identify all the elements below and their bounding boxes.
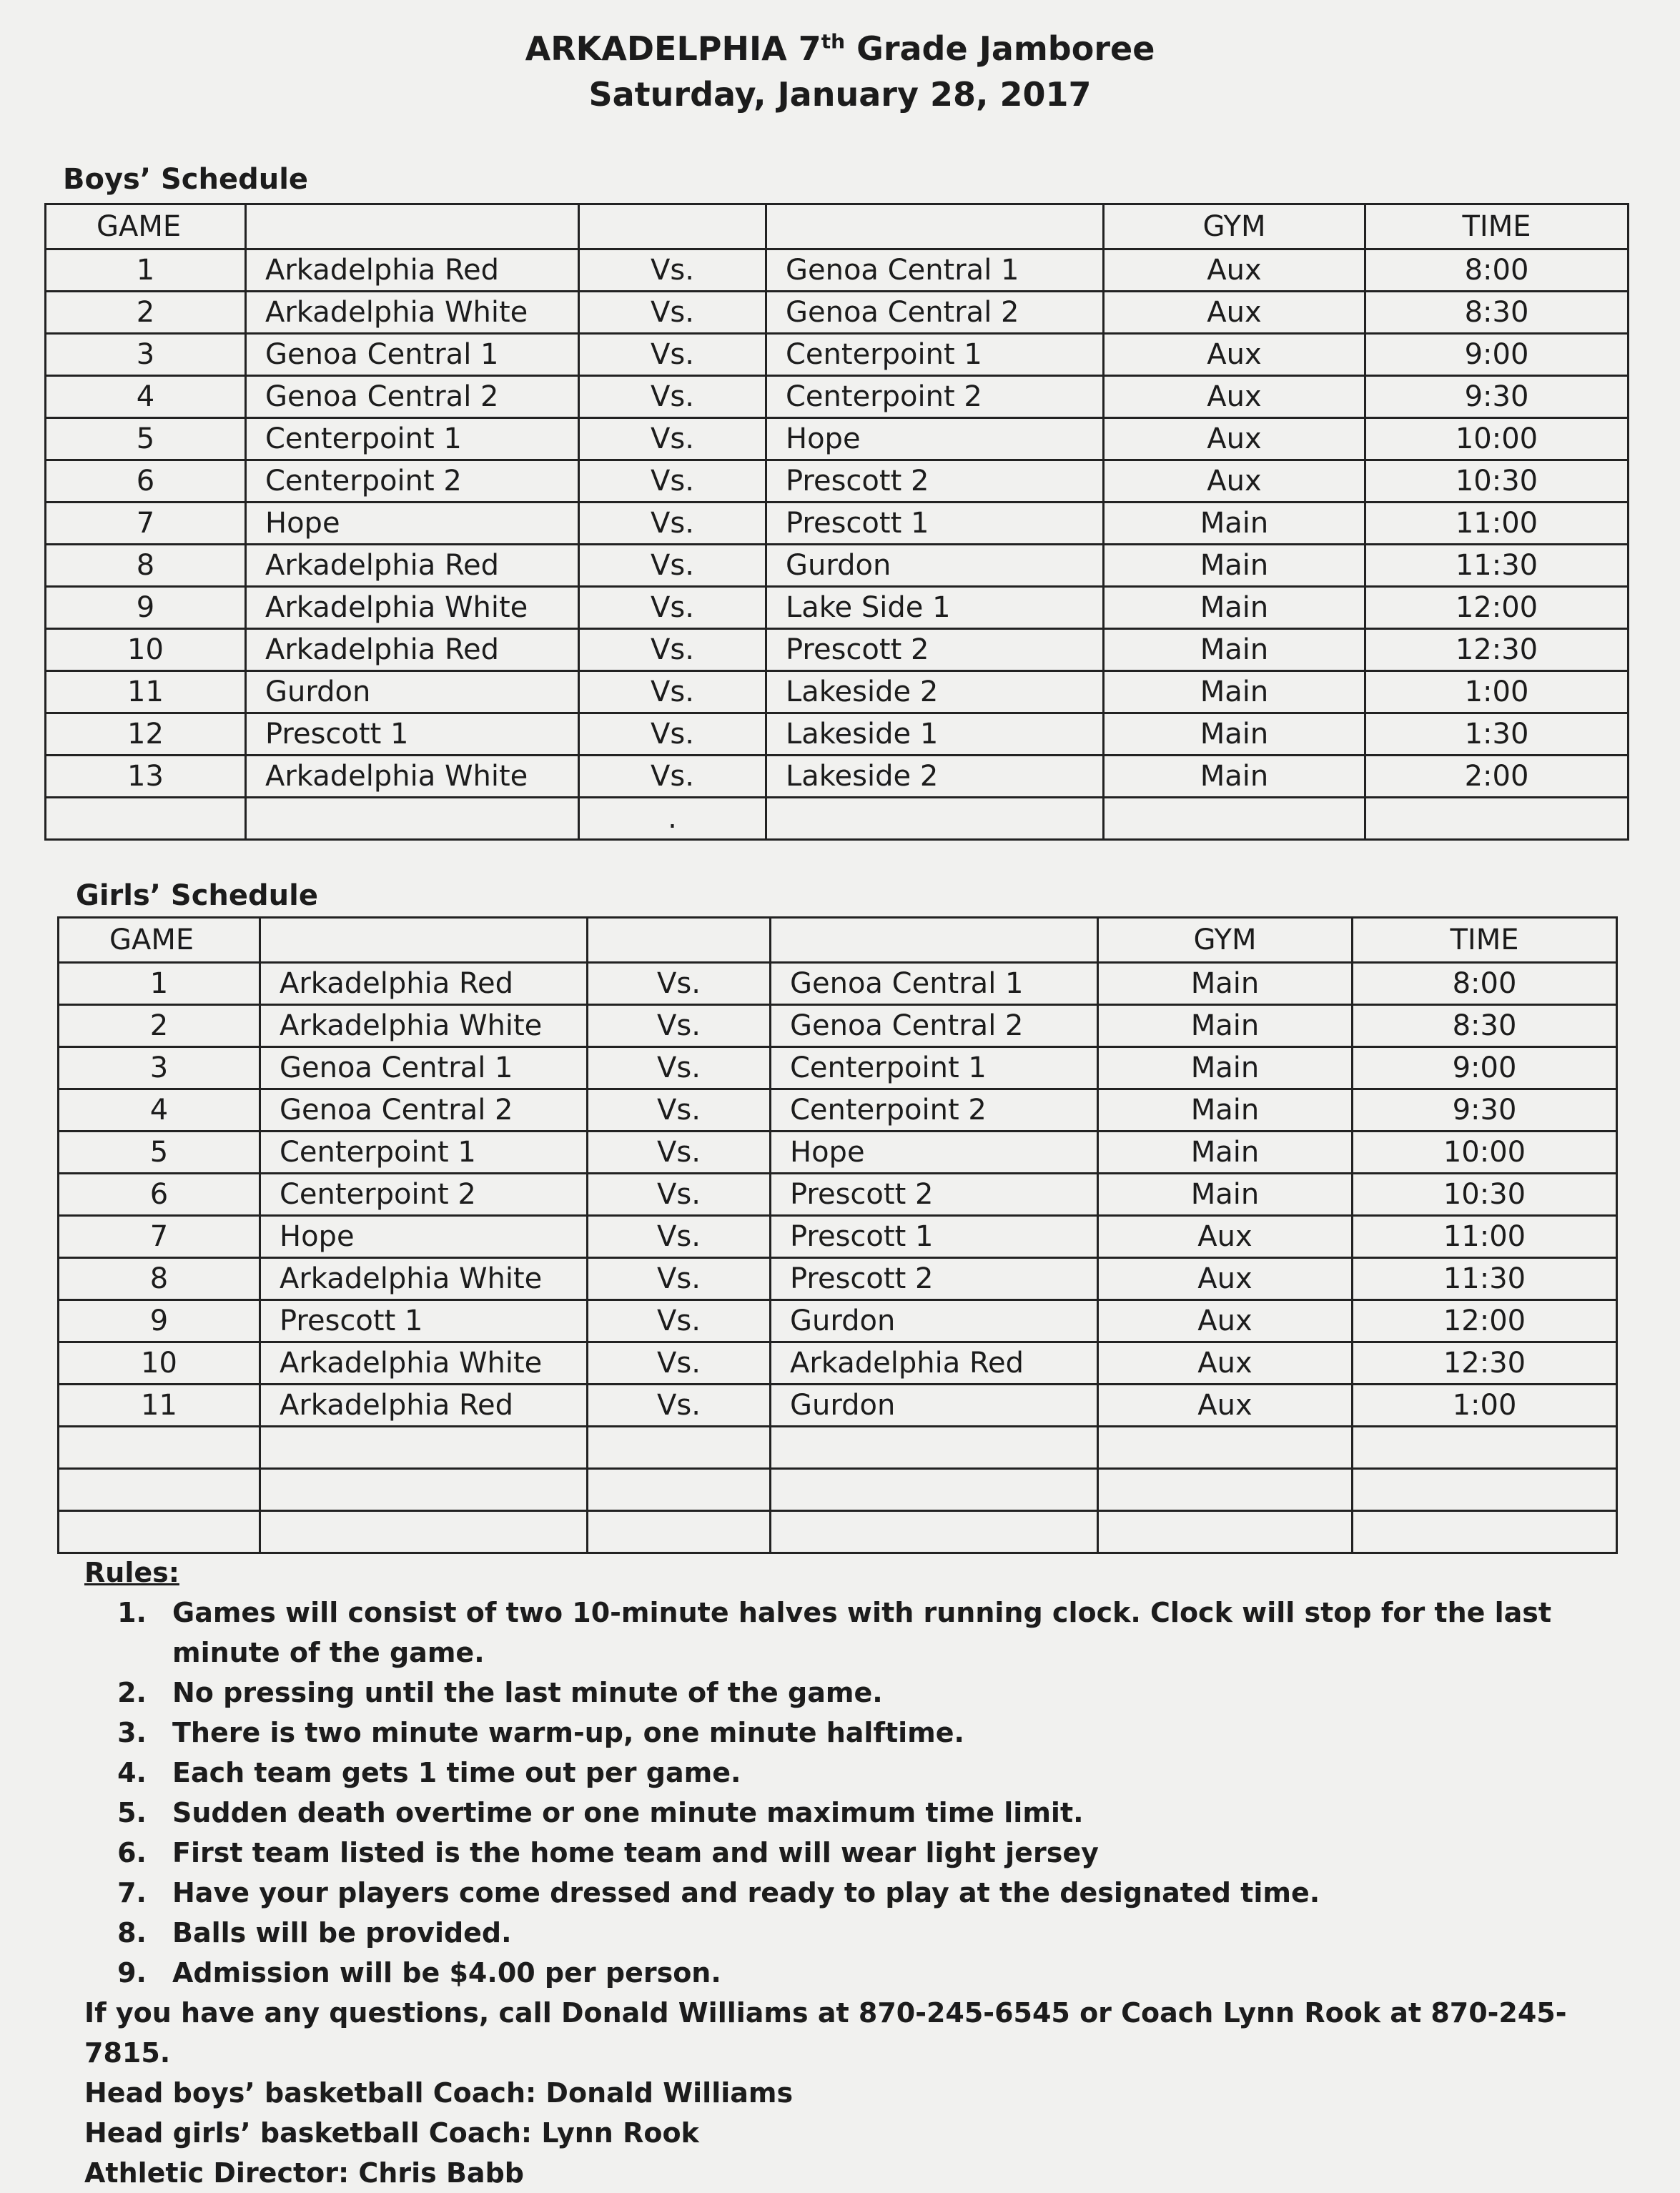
time-cell: 9:00	[1353, 1047, 1617, 1089]
versus-cell: Vs.	[579, 671, 766, 713]
rule-number: 6.	[117, 1837, 147, 1868]
table-header-row	[59, 918, 1617, 963]
table-row	[59, 1047, 1617, 1089]
home-team-cell	[246, 798, 579, 840]
game-number-cell: 8	[46, 545, 246, 587]
versus-cell	[588, 1427, 771, 1469]
versus-cell: .	[579, 798, 766, 840]
table-row	[46, 545, 1629, 587]
game-number-cell: 6	[59, 1174, 260, 1216]
table-row	[59, 1216, 1617, 1258]
home-team-cell: Arkadelphia White	[260, 1258, 588, 1300]
gym-cell: Aux	[1098, 1385, 1353, 1427]
versus-cell: Vs.	[588, 1132, 771, 1174]
game-number-cell: 2	[46, 292, 246, 334]
home-team-cell: Arkadelphia White	[260, 1005, 588, 1047]
time-cell: 8:30	[1353, 1005, 1617, 1047]
time-cell: 10:00	[1365, 418, 1629, 460]
gym-cell: Main	[1104, 587, 1365, 629]
gym-cell	[1098, 1427, 1353, 1469]
versus-cell: Vs.	[588, 1174, 771, 1216]
rule-text: No pressing until the last minute of the game.	[172, 1677, 883, 1708]
versus-cell: Vs.	[579, 713, 766, 756]
empty-header	[246, 204, 579, 249]
time-cell: 9:00	[1365, 334, 1629, 376]
rule-item	[84, 1793, 1621, 1833]
rule-item	[84, 1833, 1621, 1873]
game-number-cell: 4	[59, 1089, 260, 1132]
home-team-cell: Genoa Central 1	[246, 334, 579, 376]
time-cell: 8:30	[1365, 292, 1629, 334]
table-row	[59, 1005, 1617, 1047]
home-team-cell: Centerpoint 1	[260, 1132, 588, 1174]
time-cell: 1:30	[1365, 713, 1629, 756]
gym-cell: Main	[1098, 1089, 1353, 1132]
gym-column-header: GYM	[1104, 204, 1365, 249]
time-cell: 10:30	[1353, 1174, 1617, 1216]
rule-item	[84, 1713, 1621, 1753]
document-title	[0, 26, 1680, 117]
gym-cell: Aux	[1104, 418, 1365, 460]
table-row	[46, 460, 1629, 503]
away-team-cell: Lakeside 2	[766, 671, 1104, 713]
game-number-cell	[59, 1427, 260, 1469]
game-number-cell: 10	[59, 1342, 260, 1385]
versus-cell: Vs.	[588, 1300, 771, 1342]
versus-cell: Vs.	[588, 1342, 771, 1385]
rule-item	[84, 1953, 1621, 1993]
home-team-cell: Centerpoint 1	[246, 418, 579, 460]
table-row	[59, 1258, 1617, 1300]
away-team-cell: Prescott 2	[771, 1174, 1098, 1216]
away-team-cell	[771, 1511, 1098, 1553]
table-row	[59, 1385, 1617, 1427]
home-team-cell: Genoa Central 2	[260, 1089, 588, 1132]
gym-cell: Aux	[1104, 376, 1365, 418]
versus-cell: Vs.	[588, 1047, 771, 1089]
table-row	[59, 1427, 1617, 1469]
game-number-cell: 10	[46, 629, 246, 671]
table-header-row	[46, 204, 1629, 249]
versus-cell: Vs.	[579, 292, 766, 334]
game-number-cell: 1	[46, 249, 246, 292]
away-team-cell: Hope	[766, 418, 1104, 460]
table-row	[46, 376, 1629, 418]
table-row	[46, 249, 1629, 292]
away-team-cell: Lakeside 2	[766, 756, 1104, 798]
home-team-cell: Genoa Central 1	[260, 1047, 588, 1089]
table-row	[46, 756, 1629, 798]
home-team-cell: Arkadelphia Red	[260, 1385, 588, 1427]
rule-number: 1.	[117, 1597, 147, 1628]
game-number-cell: 9	[59, 1300, 260, 1342]
time-cell: 11:00	[1365, 503, 1629, 545]
versus-cell: Vs.	[579, 418, 766, 460]
girls-schedule-label: Girls’ Schedule	[76, 879, 318, 912]
home-team-cell: Arkadelphia Red	[246, 629, 579, 671]
away-team-cell: Genoa Central 1	[766, 249, 1104, 292]
game-number-cell: 13	[46, 756, 246, 798]
versus-cell: Vs.	[579, 503, 766, 545]
away-team-cell: Prescott 2	[766, 629, 1104, 671]
versus-cell	[588, 1469, 771, 1511]
game-number-cell: 1	[59, 963, 260, 1005]
table-row	[59, 1174, 1617, 1216]
away-team-cell: Arkadelphia Red	[771, 1342, 1098, 1385]
rule-item	[84, 1593, 1621, 1673]
game-number-cell	[59, 1511, 260, 1553]
rule-text: Balls will be provided.	[172, 1917, 512, 1949]
time-cell: 10:00	[1353, 1132, 1617, 1174]
game-number-cell: 8	[59, 1258, 260, 1300]
versus-cell: Vs.	[588, 1005, 771, 1047]
versus-cell: Vs.	[588, 1089, 771, 1132]
time-cell: 11:30	[1365, 545, 1629, 587]
gym-cell: Aux	[1098, 1342, 1353, 1385]
time-cell: 1:00	[1353, 1385, 1617, 1427]
home-team-cell: Arkadelphia Red	[260, 963, 588, 1005]
away-team-cell: Genoa Central 2	[771, 1005, 1098, 1047]
home-team-cell: Hope	[246, 503, 579, 545]
game-number-cell: 12	[46, 713, 246, 756]
gym-cell: Main	[1104, 545, 1365, 587]
table-row	[59, 1342, 1617, 1385]
gym-cell: Main	[1104, 713, 1365, 756]
away-team-cell: Genoa Central 2	[766, 292, 1104, 334]
rule-item	[84, 1673, 1621, 1713]
gym-cell	[1098, 1511, 1353, 1553]
rule-text: Admission will be $4.00 per person.	[172, 1957, 721, 1989]
home-team-cell: Arkadelphia Red	[246, 545, 579, 587]
time-cell: 9:30	[1365, 376, 1629, 418]
table-row	[59, 1511, 1617, 1553]
gym-cell: Main	[1098, 1174, 1353, 1216]
versus-cell	[588, 1511, 771, 1553]
time-cell: 12:30	[1365, 629, 1629, 671]
versus-cell: Vs.	[579, 629, 766, 671]
away-team-cell: Hope	[771, 1132, 1098, 1174]
girls-coach-line: Head girls’ basketball Coach: Lynn Rook	[84, 2117, 699, 2149]
versus-cell: Vs.	[588, 1258, 771, 1300]
gym-cell	[1104, 798, 1365, 840]
time-cell: 11:30	[1353, 1258, 1617, 1300]
rule-number: 8.	[117, 1917, 147, 1949]
gym-cell: Main	[1104, 756, 1365, 798]
gym-cell: Aux	[1098, 1258, 1353, 1300]
home-team-cell: Gurdon	[246, 671, 579, 713]
time-cell: 10:30	[1365, 460, 1629, 503]
gym-cell: Main	[1098, 1047, 1353, 1089]
table-row	[46, 713, 1629, 756]
gym-cell: Main	[1098, 1132, 1353, 1174]
table-row	[46, 418, 1629, 460]
athletic-director-line: Athletic Director: Chris Babb	[84, 2157, 524, 2189]
time-cell	[1353, 1469, 1617, 1511]
game-number-cell	[46, 798, 246, 840]
home-team-cell	[260, 1427, 588, 1469]
versus-cell: Vs.	[579, 376, 766, 418]
rule-text: Have your players come dressed and ready to play at the designated time.	[172, 1877, 1320, 1909]
away-team-cell: Lake Side 1	[766, 587, 1104, 629]
rule-number: 4.	[117, 1757, 147, 1788]
game-number-cell: 3	[59, 1047, 260, 1089]
away-team-cell: Prescott 1	[766, 503, 1104, 545]
home-team-cell: Hope	[260, 1216, 588, 1258]
away-team-cell: Centerpoint 1	[766, 334, 1104, 376]
rule-text: First team listed is the home team and will wear light jersey	[172, 1837, 1099, 1868]
time-cell: 8:00	[1353, 963, 1617, 1005]
versus-cell: Vs.	[579, 587, 766, 629]
away-team-cell: Prescott 1	[771, 1216, 1098, 1258]
away-team-cell: Prescott 2	[771, 1258, 1098, 1300]
time-cell: 11:00	[1353, 1216, 1617, 1258]
away-team-cell	[766, 798, 1104, 840]
away-team-cell: Centerpoint 1	[771, 1047, 1098, 1089]
rule-text: Games will consist of two 10-minute halves with running clock. Clock will stop for the last minute of the game.	[172, 1597, 1552, 1668]
gym-cell: Main	[1098, 1005, 1353, 1047]
away-team-cell: Lakeside 1	[766, 713, 1104, 756]
empty-header	[771, 918, 1098, 963]
rule-text: Each team gets 1 time out per game.	[172, 1757, 741, 1788]
rules-list	[84, 1593, 1621, 1993]
time-column-header: TIME	[1353, 918, 1617, 963]
versus-cell: Vs.	[588, 1385, 771, 1427]
event-date: Saturday, January 28, 2017	[588, 75, 1092, 114]
away-team-cell: Centerpoint 2	[771, 1089, 1098, 1132]
time-cell: 12:30	[1353, 1342, 1617, 1385]
gym-cell: Aux	[1104, 292, 1365, 334]
table-row	[46, 587, 1629, 629]
empty-header	[588, 918, 771, 963]
game-number-cell: 11	[46, 671, 246, 713]
rule-text: Sudden death overtime or one minute maximum time limit.	[172, 1797, 1084, 1828]
table-row	[59, 1089, 1617, 1132]
game-number-cell: 2	[59, 1005, 260, 1047]
game-number-cell: 5	[46, 418, 246, 460]
table-row	[46, 629, 1629, 671]
time-cell	[1353, 1511, 1617, 1553]
away-team-cell: Prescott 2	[766, 460, 1104, 503]
away-team-cell: Gurdon	[771, 1385, 1098, 1427]
time-cell: 9:30	[1353, 1089, 1617, 1132]
empty-header	[579, 204, 766, 249]
table-row	[59, 1469, 1617, 1511]
rule-number: 9.	[117, 1957, 147, 1989]
event-title: ARKADELPHIA 7th Grade Jamboree	[525, 29, 1155, 68]
game-number-cell: 3	[46, 334, 246, 376]
time-cell: 8:00	[1365, 249, 1629, 292]
boys-schedule-table	[44, 203, 1629, 841]
time-cell: 12:00	[1353, 1300, 1617, 1342]
versus-cell: Vs.	[588, 963, 771, 1005]
gym-cell: Main	[1104, 629, 1365, 671]
home-team-cell: Arkadelphia White	[260, 1342, 588, 1385]
game-number-cell: 7	[46, 503, 246, 545]
home-team-cell: Arkadelphia Red	[246, 249, 579, 292]
rule-number: 5.	[117, 1797, 147, 1828]
gym-cell: Aux	[1104, 249, 1365, 292]
away-team-cell: Gurdon	[766, 545, 1104, 587]
gym-cell	[1098, 1469, 1353, 1511]
table-row	[59, 1132, 1617, 1174]
empty-header	[766, 204, 1104, 249]
gym-cell: Main	[1104, 503, 1365, 545]
home-team-cell: Arkadelphia White	[246, 756, 579, 798]
versus-cell: Vs.	[579, 334, 766, 376]
time-cell: 2:00	[1365, 756, 1629, 798]
away-team-cell	[771, 1427, 1098, 1469]
rule-number: 2.	[117, 1677, 147, 1708]
time-column-header: TIME	[1365, 204, 1629, 249]
time-cell: 12:00	[1365, 587, 1629, 629]
versus-cell: Vs.	[579, 249, 766, 292]
versus-cell: Vs.	[588, 1216, 771, 1258]
home-team-cell: Centerpoint 2	[246, 460, 579, 503]
home-team-cell: Genoa Central 2	[246, 376, 579, 418]
table-row	[46, 334, 1629, 376]
empty-header	[260, 918, 588, 963]
game-number-cell: 9	[46, 587, 246, 629]
away-team-cell: Genoa Central 1	[771, 963, 1098, 1005]
table-row	[46, 292, 1629, 334]
away-team-cell: Gurdon	[771, 1300, 1098, 1342]
home-team-cell: Arkadelphia White	[246, 292, 579, 334]
game-number-cell: 7	[59, 1216, 260, 1258]
boys-coach-line: Head boys’ basketball Coach: Donald Williams	[84, 2077, 794, 2109]
gym-cell: Main	[1098, 963, 1353, 1005]
rule-item	[84, 1913, 1621, 1953]
game-column-header: GAME	[46, 204, 246, 249]
versus-cell: Vs.	[579, 545, 766, 587]
rule-item	[84, 1753, 1621, 1793]
gym-cell: Aux	[1104, 334, 1365, 376]
time-cell: 1:00	[1365, 671, 1629, 713]
table-row	[46, 671, 1629, 713]
gym-cell: Aux	[1104, 460, 1365, 503]
home-team-cell: Prescott 1	[246, 713, 579, 756]
rule-number: 7.	[117, 1877, 147, 1909]
gym-cell: Main	[1104, 671, 1365, 713]
rules-heading: Rules:	[84, 1557, 179, 1588]
girls-schedule-table	[57, 916, 1618, 1554]
home-team-cell	[260, 1469, 588, 1511]
gym-column-header: GYM	[1098, 918, 1353, 963]
contact-line: If you have any questions, call Donald Williams at 870-245-6545 or Coach Lynn Rook at 870-245-7815.	[84, 1997, 1567, 2069]
gym-cell: Aux	[1098, 1300, 1353, 1342]
rule-number: 3.	[117, 1717, 147, 1748]
versus-cell: Vs.	[579, 756, 766, 798]
game-number-cell: 4	[46, 376, 246, 418]
boys-schedule-label: Boys’ Schedule	[63, 163, 309, 196]
table-row	[46, 798, 1629, 840]
home-team-cell: Centerpoint 2	[260, 1174, 588, 1216]
game-number-cell: 5	[59, 1132, 260, 1174]
time-cell	[1353, 1427, 1617, 1469]
gym-cell: Aux	[1098, 1216, 1353, 1258]
rules-section	[84, 1553, 1621, 2193]
game-number-cell: 6	[46, 460, 246, 503]
home-team-cell: Prescott 1	[260, 1300, 588, 1342]
game-number-cell	[59, 1469, 260, 1511]
away-team-cell	[771, 1469, 1098, 1511]
versus-cell: Vs.	[579, 460, 766, 503]
time-cell	[1365, 798, 1629, 840]
game-number-cell: 11	[59, 1385, 260, 1427]
home-team-cell	[260, 1511, 588, 1553]
table-row	[59, 963, 1617, 1005]
home-team-cell: Arkadelphia White	[246, 587, 579, 629]
rule-item	[84, 1873, 1621, 1913]
game-column-header: GAME	[59, 918, 260, 963]
table-row	[59, 1300, 1617, 1342]
rule-text: There is two minute warm-up, one minute halftime.	[172, 1717, 964, 1748]
table-row	[46, 503, 1629, 545]
away-team-cell: Centerpoint 2	[766, 376, 1104, 418]
